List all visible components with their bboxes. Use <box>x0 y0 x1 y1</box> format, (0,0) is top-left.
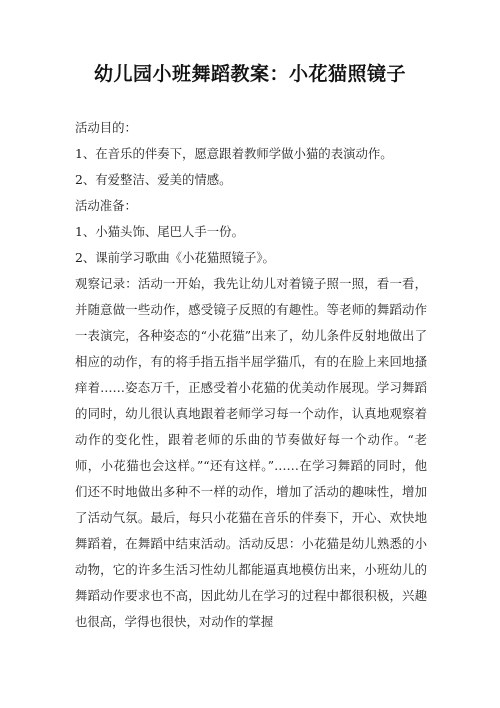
prep-heading: 活动准备： <box>75 198 137 213</box>
prep-item-2: 2、课前学习歌曲《小花猫照镜子》。 <box>75 250 275 265</box>
goal-heading: 活动目的： <box>75 120 137 135</box>
document-title: 幼儿园小班舞蹈教案：小花猫照镜子 <box>93 63 406 85</box>
document-body <box>75 115 427 635</box>
observation-paragraph: 观察记录：活动一开始，我先让幼儿对着镜子照一照，看一看，并随意做一些动作，感受镜子反照的有趣性。等老师的舞蹈动作一表演完，各种姿态的“小花猫”出来了，幼儿条件反射地做出了相应的动作，有的将手指五指半屈学猫爪，有的在脸上来回地搔痒着……姿态万千，正感受着小花猫的优美动作展现。学习舞蹈的同时，幼儿很认真地跟着老师学习每一个动作，认真地观察着动作的变化性，跟着老师的乐曲的节奏做好每一个动作。“老师，小花猫也会这样。”“还有这样。”……在学习舞蹈的同时，他们还不时地做出多种不一样的动作，增加了活动的趣味性，增加了活动气氛。最后，每只小花猫在音乐的伴奏下，开心、欢快地舞蹈着，在舞蹈中结束活动。活动反思：小花猫是幼儿熟悉的小动物，它的许多生活习性幼儿都能逼真地模仿出来，小班幼儿的舞蹈动作要求也不高，因此幼儿在学习的过程中都很积极，兴趣也很高，学得也很快，对动作的掌握 <box>75 276 427 629</box>
prep-item-1: 1、小猫头饰、尾巴人手一份。 <box>75 224 244 239</box>
goal-item-1: 1、在音乐的伴奏下，愿意跟着教师学做小猫的表演动作。 <box>75 146 393 161</box>
goal-item-2: 2、有爱整洁、爱美的情感。 <box>75 172 232 187</box>
